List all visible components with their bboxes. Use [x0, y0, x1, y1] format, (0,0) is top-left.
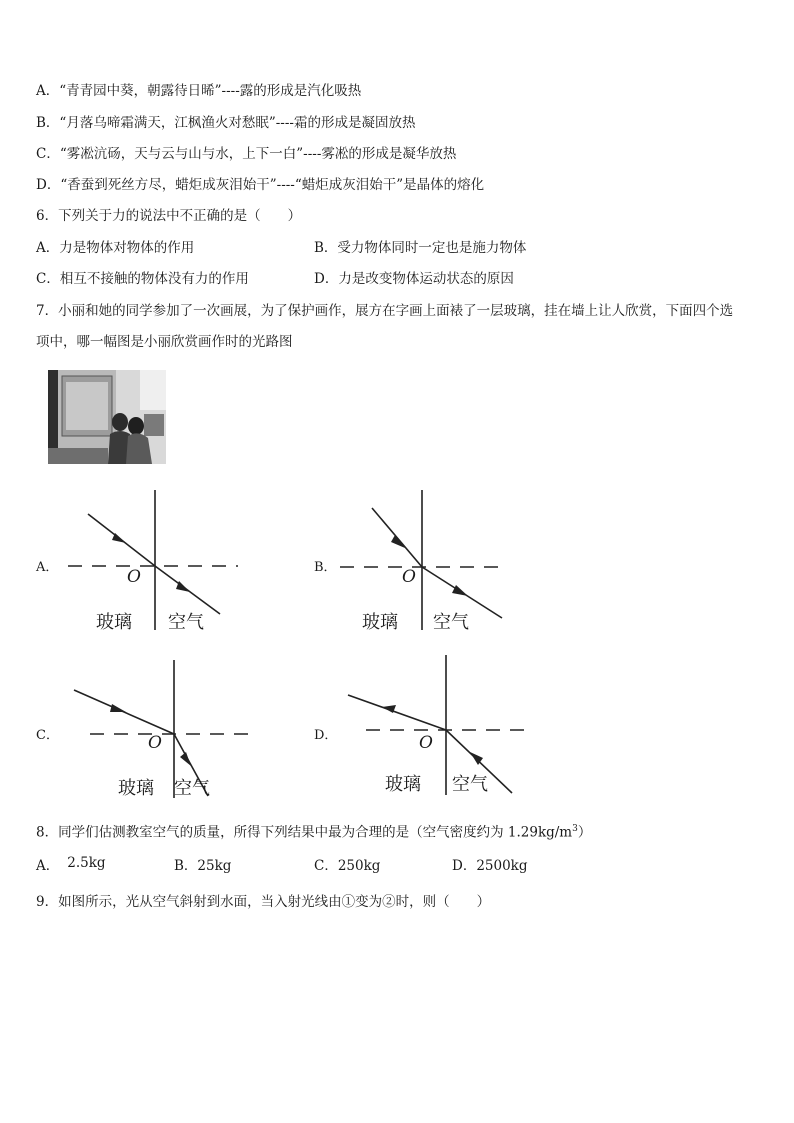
q8-stem-superscript: 3	[572, 824, 578, 834]
q8-option-a-value: 2.5kg	[67, 855, 106, 871]
q6-option-b: B．受力物体同时一定也是施力物体	[314, 240, 527, 256]
q7-diagram-d	[342, 655, 532, 800]
q6-option-d: D．力是改变物体运动状态的原因	[314, 271, 514, 287]
q7-stem-line2: 项中，哪一幅图是小丽欣赏画作时的光路图	[36, 334, 293, 350]
q7-diagram-a-glass-label: 玻璃	[96, 612, 132, 633]
q7-diagram-c-point-o: O	[148, 733, 162, 753]
q8-option-b: B．25kg	[174, 858, 232, 874]
q8-stem-text: 8．同学们估测教室空气的质量，所得下列结果中最为合理的是（空气密度约为 1.29kg/m	[36, 824, 573, 841]
q7-diagram-d-point-o: O	[419, 733, 433, 753]
q8-option-c: C．250kg	[314, 858, 381, 874]
q8-option-a-letter: A．	[36, 858, 60, 874]
q7-diagram-c	[68, 660, 258, 800]
q7-diagram-a-air-label: 空气	[168, 612, 204, 633]
q5-option-c: C．“雾凇沆砀，天与云与山与水，上下一白”----雾凇的形成是凝华放热	[36, 146, 457, 162]
q7-diagram-c-air-label: 空气	[174, 778, 210, 799]
q7-diagram-b-point-o: O	[402, 567, 416, 587]
q7-diagram-d-label: D．	[314, 728, 338, 743]
q6-option-c: C．相互不接触的物体没有力的作用	[36, 271, 249, 287]
q7-diagram-d-air-label: 空气	[452, 774, 488, 795]
q7-diagram-d-glass-label: 玻璃	[385, 774, 421, 795]
q7-diagram-a-label: A．	[36, 560, 59, 575]
q7-diagram-b-air-label: 空气	[433, 612, 469, 633]
q8-option-a	[36, 857, 106, 875]
q7-stem-line1: 7．小丽和她的同学参加了一次画展，为了保护画作，展方在字画上面裱了一层玻璃，挂在墙上让人欣赏，下面四个选	[36, 303, 734, 319]
q5-option-d: D．“香蚕到死丝方尽，蜡炬成灰泪始干”----“蜡炬成灰泪始干”是晶体的熔化	[36, 177, 485, 193]
q8-option-d: D．2500kg	[452, 858, 528, 874]
q7-diagram-c-glass-label: 玻璃	[118, 778, 154, 799]
q7-diagram-c-label: C．	[36, 728, 59, 743]
q6-stem: 6．下列关于力的说法中不正确的是（ ）	[36, 208, 302, 224]
q9-stem: 9．如图所示，光从空气斜射到水面，当入射光线由①变为②时，则（ ）	[36, 894, 491, 910]
q5-option-b: B．“月落乌啼霜满天，江枫渔火对愁眠”----霜的形成是凝固放热	[36, 115, 416, 131]
q7-diagram-b	[332, 488, 522, 633]
q5-option-a: A．“青青园中葵，朝露待日晞”----露的形成是汽化吸热	[36, 83, 362, 99]
q7-diagram-a-point-o: O	[127, 567, 141, 587]
q8-stem-close: ）	[577, 824, 592, 841]
q7-diagram-b-glass-label: 玻璃	[362, 612, 398, 633]
q6-option-a: A．力是物体对物体的作用	[36, 240, 195, 256]
gallery-photo	[48, 370, 166, 464]
q7-diagram-a	[60, 488, 250, 633]
q8-stem	[36, 820, 591, 842]
q7-diagram-b-label: B．	[314, 560, 337, 575]
